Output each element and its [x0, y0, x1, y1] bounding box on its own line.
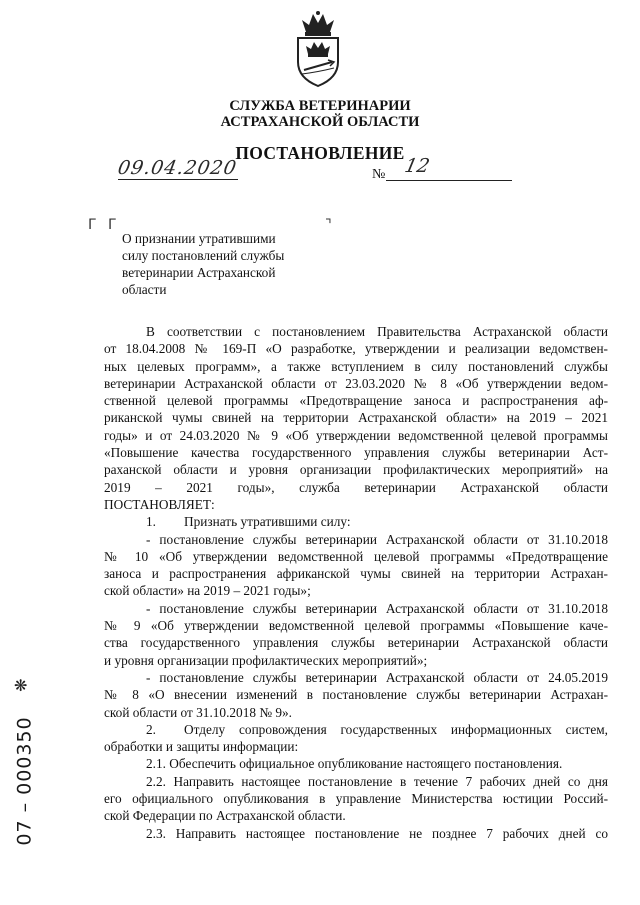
subject-line-4: области [122, 282, 167, 297]
intro-line: «Повышение качества государственного управления службы ветеринарии Аст- [104, 445, 608, 461]
resolves-heading: ПОСТАНОВЛЯЕТ: [104, 496, 215, 512]
subject-line-1: О признании утратившими [122, 231, 276, 246]
item-2-number: 2. [146, 721, 156, 737]
item-2-text-line-1: Отделу сопровождения государственных информационных систем, [184, 721, 608, 737]
item-2-3: 2.3. Направить настоящее постановление не позднее 7 рабочих дней со [146, 825, 608, 841]
subject-line-2: силу постановлений службы [122, 248, 285, 263]
intro-line: В соответствии с постановлением Правительства Астраханской области [146, 324, 608, 339]
intro-line: 2019 – 2021 годы», служба ветеринарии Астраханской области [104, 479, 608, 495]
item-2-2-line: ской Федерации по Астраханской области. [104, 808, 346, 824]
item-2-2-line: 2.2. Направить настоящее постановление в течение 7 рабочих дней со дня [146, 773, 608, 789]
item-1-sub-3-line: № 8 «О внесении изменений в постановление службы ветеринарии Астрахан- [104, 687, 608, 703]
item-1-text: Признать утратившими силу: [184, 514, 351, 530]
intro-line: ственной целевой программы «Предотвращение заноса и распространения аф- [104, 393, 608, 409]
document-body [104, 323, 608, 842]
item-1-sub-3-line: - постановление службы ветеринарии Астраханской области от 24.05.2019 [146, 669, 608, 685]
subject-line-3: ветеринарии Астраханской [122, 265, 276, 280]
item-2-1: 2.1. Обеспечить официальное опубликование настоящего постановления. [146, 756, 563, 772]
intro-line: ветеринарии Астраханской области от 23.03.2020 № 8 «Об утверждении ведом- [104, 375, 608, 391]
intro-line: от 18.04.2008 № 169-П «О разработке, утверждении и реализации ведомствен- [104, 341, 608, 357]
intro-line: годы» и от 24.03.2020 № 9 «Об утверждении ведомственной целевой программы [104, 427, 608, 443]
item-2-2-line: его официального опубликования в управление Министерства юстиции Россий- [104, 791, 608, 807]
item-1-sub-2-line: № 9 «Об утверждении ведомственной целевой программы «Повышение каче- [104, 618, 608, 634]
item-1-sub-3-line: ской области от 31.10.2018 № 9». [104, 704, 292, 720]
corner-mark-left: Γ [108, 217, 116, 233]
corner-mark-left-outer: Γ [88, 217, 96, 233]
agency-name-line-1: СЛУЖБА ВЕТЕРИНАРИИ [229, 98, 411, 114]
stamp-flower-mark: ❋ [14, 676, 28, 695]
number-underline [386, 180, 512, 181]
item-1-sub-1-line: - постановление службы ветеринарии Астраханской области от 31.10.2018 [146, 531, 608, 547]
item-2 [104, 721, 608, 738]
crown-shield-icon [288, 10, 348, 88]
item-1-sub-2-line: ства государственного управления службы ветеринарии Астраханской области [104, 635, 608, 651]
item-1-sub-1-line: № 10 «Об утверждении ведомственной целевой программы «Предотвращение [104, 548, 608, 564]
coat-of-arms-emblem [288, 10, 348, 88]
intro-line: риканской чумы свиней на территории Астраханской области» на 2019 – 2021 [104, 410, 608, 426]
item-1 [104, 513, 608, 530]
corner-mark-right: ⌝ [325, 217, 332, 233]
item-1-sub-1-line: ской области» на 2019 – 2021 годы»; [104, 583, 311, 599]
item-1-number: 1. [146, 514, 156, 530]
registration-stamp-number: 07 – 000350 [13, 716, 36, 846]
intro-line: раханской области и уровня организации профилактических мероприятий» на [104, 462, 608, 478]
agency-name-line-2: АСТРАХАНСКОЙ ОБЛАСТИ [220, 114, 420, 130]
handwritten-date: 09.04.2020 [116, 157, 239, 179]
item-1-sub-1-line: заноса и распространения африканской чумы свиней на территории Астрахан- [104, 566, 608, 582]
document-type-title: ПОСТАНОВЛЕНИЕ [235, 143, 405, 163]
item-2-text-line-2: обработки и защиты информации: [104, 739, 299, 755]
date-underline [118, 179, 238, 180]
item-1-sub-2-line: - постановление службы ветеринарии Астраханской области от 31.10.2018 [146, 600, 608, 616]
subject-block [122, 230, 332, 298]
item-1-sub-2-line: и уровня организации профилактических мероприятий»; [104, 652, 428, 668]
intro-line: ных целевых программ», а также вступлением в силу постановлений службы [104, 358, 608, 374]
handwritten-number: 12 [402, 155, 432, 177]
number-sign: № [372, 167, 386, 182]
